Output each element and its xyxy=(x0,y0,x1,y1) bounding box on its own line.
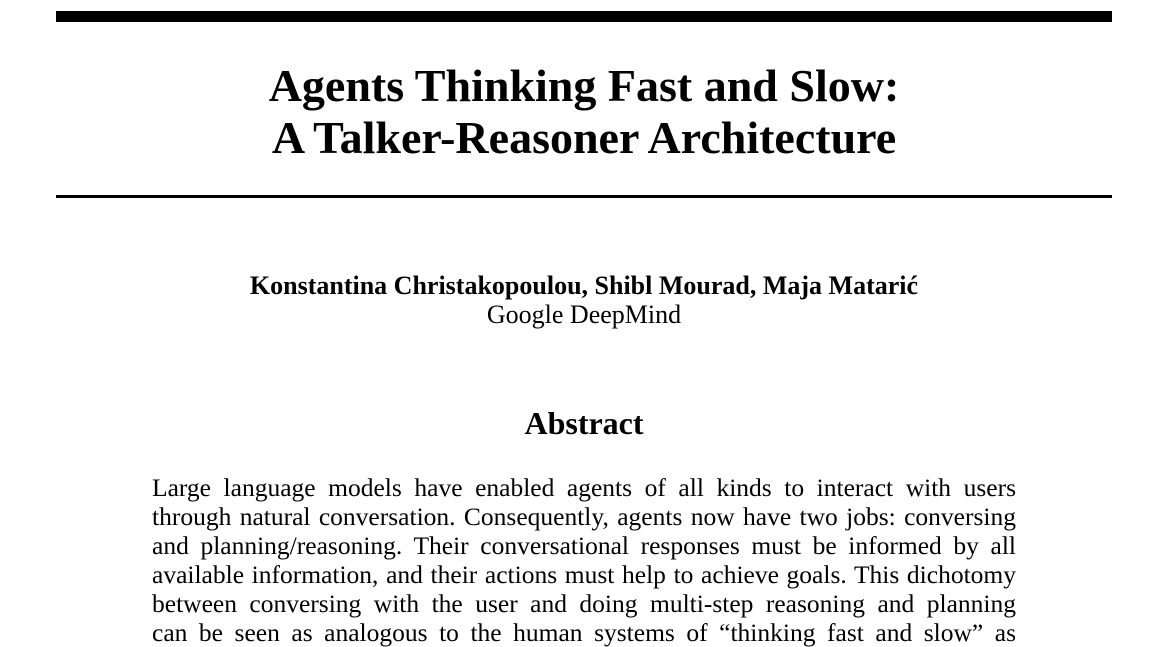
paper-title xyxy=(56,60,1112,164)
title-rule xyxy=(56,195,1112,198)
abstract-line: through natural conversation. Consequently, agents now have two jobs: conversing xyxy=(152,502,1016,531)
abstract-body xyxy=(152,473,1016,647)
abstract-line: between conversing with the user and doing multi-step reasoning and planning xyxy=(152,589,1016,618)
abstract-line: can be seen as analogous to the human systems of “thinking fast and slow” as xyxy=(152,618,1016,647)
abstract-line: and planning/reasoning. Their conversational responses must be informed by all xyxy=(152,531,1016,560)
abstract-line: Large language models have enabled agents of all kinds to interact with users xyxy=(152,473,1016,502)
abstract-heading: Abstract xyxy=(524,405,644,441)
title-line-1: Agents Thinking Fast and Slow: xyxy=(268,60,900,111)
author-list: Konstantina Christakopoulou, Shibl Mourad, Maja Matarić xyxy=(249,271,919,300)
title-line-2: A Talker-Reasoner Architecture xyxy=(271,112,897,163)
top-rule xyxy=(56,11,1112,22)
abstract-line: available information, and their actions must help to achieve goals. This dichotomy xyxy=(152,560,1016,589)
affiliation: Google DeepMind xyxy=(486,300,682,329)
